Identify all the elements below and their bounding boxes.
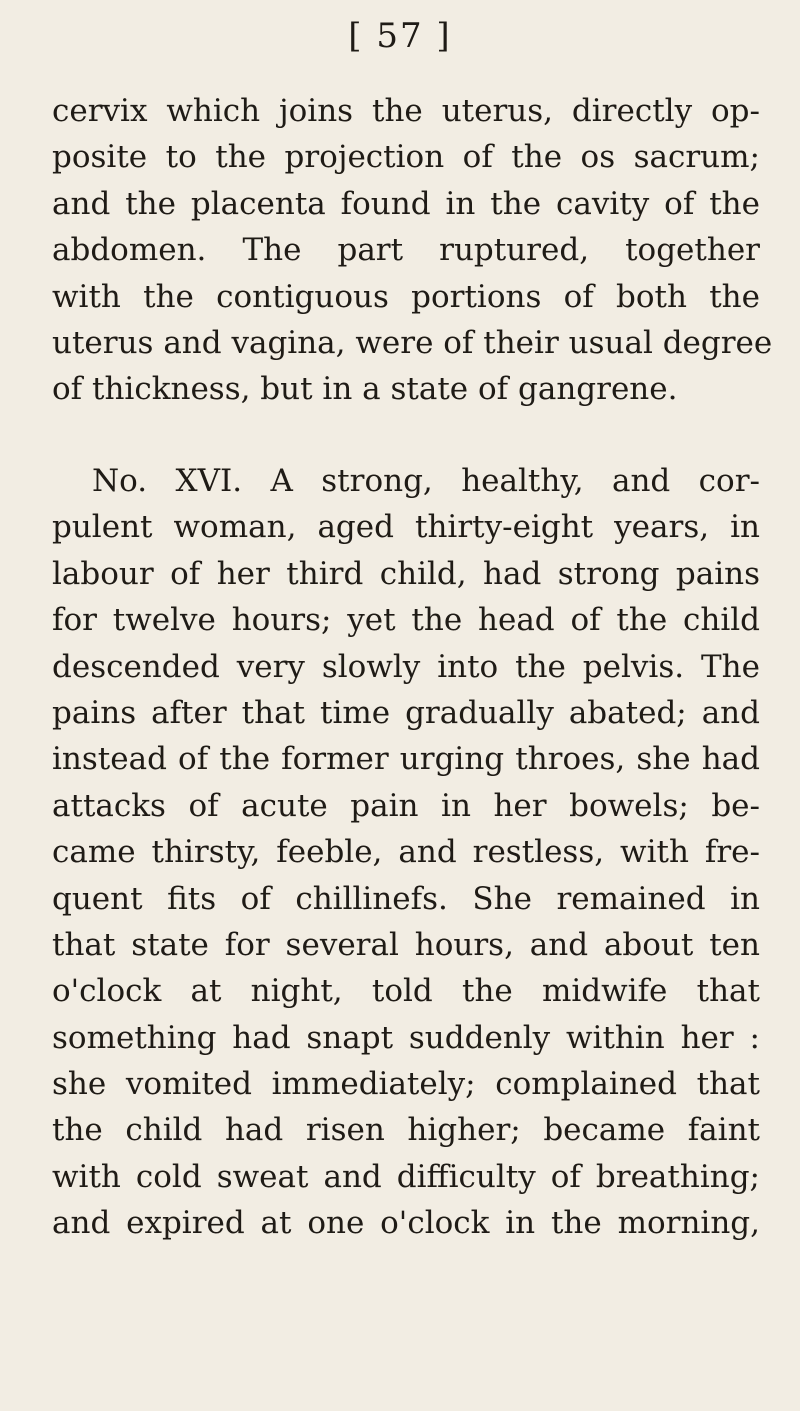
text-line: pains after that time gradually abated; and [52, 694, 760, 731]
paragraph-1 [52, 88, 773, 413]
text-line: of thickness, but in a state of gangrene. [52, 371, 678, 408]
text-line: o'clock at night, told the midwife that [52, 973, 760, 1010]
text-line: something had snapt suddenly within her : [52, 1019, 760, 1056]
text-line: labour of her third child, had strong pains [52, 555, 760, 592]
text-line: with the contiguous portions of both the [52, 278, 760, 315]
text-line: she vomited immediately; complained that [52, 1066, 760, 1103]
text-line: posite to the projection of the os sacrum; [52, 139, 760, 176]
text-line: pulent woman, aged thirty-eight years, in [52, 509, 760, 546]
text-line: abdomen. The part ruptured, together [52, 232, 760, 269]
text-line: descended very slowly into the pelvis. The [52, 648, 760, 685]
text-line: and the placenta found in the cavity of the [52, 185, 760, 222]
text-line: attacks of acute pain in her bowels; be- [52, 787, 760, 824]
text-line: uterus and vagina, were of their usual degree [52, 324, 773, 361]
page-header: [ 57 ] [348, 16, 452, 56]
text-line: with cold sweat and difficulty of breathing; [52, 1158, 760, 1195]
text-line: for twelve hours; yet the head of the child [52, 602, 760, 639]
paragraph-2 [52, 458, 760, 1247]
text-line: instead of the former urging throes, she had [52, 741, 760, 778]
text-line: quent fits of chillinefs. She remained in [52, 880, 760, 917]
text-line: that state for several hours, and about ten [52, 926, 760, 963]
text-line: the child had risen higher; became faint [52, 1112, 760, 1149]
text-line: came thirsty, feeble, and restless, with fre- [52, 834, 760, 871]
text-line: and expired at one o'clock in the morning, [52, 1205, 760, 1242]
text-line: No. XVI. A strong, healthy, and cor- [92, 463, 760, 499]
text-line: cervix which joins the uterus, directly op- [52, 93, 760, 129]
